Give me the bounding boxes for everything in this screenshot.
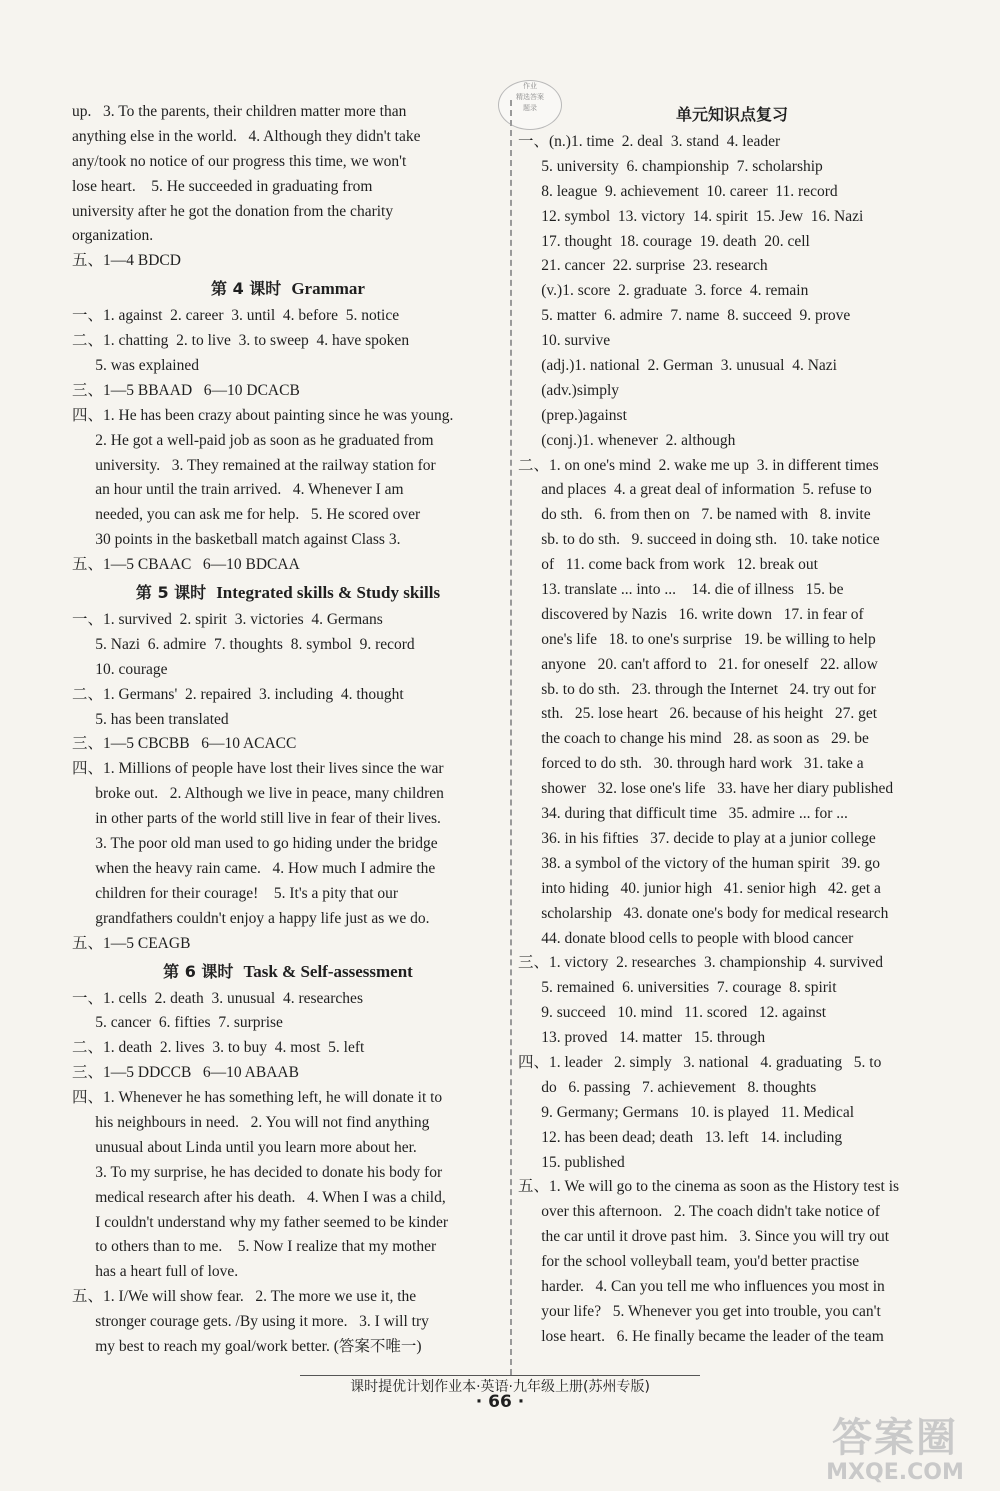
answer-line: 五、1—5 CEAGB: [72, 934, 191, 952]
answer-line: 30 points in the basketball match against Class 3.: [72, 531, 401, 549]
answer-line: discovered by Nazis 16. write down 17. in fear of: [518, 605, 864, 623]
answer-line: I couldn't understand why my father seemed to be kinder: [72, 1213, 448, 1231]
answer-line: sth. 25. lose heart 26. because of his height 27. get: [518, 705, 878, 723]
answer-line: 二、1. on one's mind 2. wake me up 3. in different times: [518, 456, 879, 474]
answer-line: his neighbours in need. 2. You will not find anything: [72, 1113, 430, 1131]
answer-line: 21. cancer 22. surprise 23. research: [518, 257, 768, 275]
answer-line: 13. proved 14. matter 15. through: [518, 1029, 766, 1047]
stamp-line: 作业: [523, 82, 537, 90]
answer-line: into hiding 40. junior high 41. senior high 42. get a: [518, 879, 881, 897]
answer-line: 8. league 9. achievement 10. career 11. record: [518, 182, 838, 200]
answer-line: shower 32. lose one's life 33. have her diary published: [518, 780, 894, 798]
answer-line: 四、1. He has been crazy about painting since he was young.: [72, 406, 454, 424]
answer-line: forced to do sth. 30. through hard work 31. take a: [518, 755, 864, 773]
answer-line: 9. succeed 10. mind 11. scored 12. against: [518, 1004, 827, 1022]
answer-line: do sth. 6. from then on 7. be named with 8. invite: [518, 506, 871, 524]
answer-line: anything else in the world. 4. Although they didn't take: [72, 127, 421, 145]
answer-line: lose heart. 6. He finally became the leader of the team: [518, 1327, 884, 1345]
answer-line: needed, you can ask me for help. 5. He scored over: [72, 506, 421, 524]
watermark-url: MXQE.COM: [826, 1460, 964, 1485]
answer-line: 四、1. Whenever he has something left, he will donate it to: [72, 1089, 443, 1107]
answer-line: to others than to me. 5. Now I realize that my mother: [72, 1238, 437, 1256]
answer-line: has a heart full of love.: [72, 1263, 239, 1281]
answer-line: children for their courage! 5. It's a pity that our: [72, 884, 399, 902]
answer-line: 5. Nazi 6. admire 7. thoughts 8. symbol 9. record: [72, 635, 415, 653]
lesson-number: 第 6 课时: [163, 961, 234, 981]
lesson-heading: [72, 274, 504, 304]
answer-line: university. 3. They remained at the railway station for: [72, 456, 436, 474]
page-number: · 66 ·: [475, 1392, 525, 1412]
left-column: [72, 100, 504, 1360]
lesson-heading: [72, 578, 504, 608]
lesson-number: 单元知识点复习: [675, 105, 788, 124]
answer-line: anyone 20. can't afford to 21. for oneself 22. allow: [518, 655, 878, 673]
answer-line: 5. has been translated: [72, 710, 229, 728]
answer-line: 12. symbol 13. victory 14. spirit 15. Jew 16. Nazi: [518, 207, 864, 225]
watermark-text: 答案圈: [832, 1415, 958, 1461]
answer-line: 13. translate ... into ... 14. die of illness 15. be: [518, 581, 844, 599]
answer-line: 10. survive: [518, 332, 611, 350]
lesson-title: Task & Self-assessment: [243, 961, 413, 981]
right-column: [518, 100, 946, 1350]
answer-line: 10. courage: [72, 660, 168, 678]
lesson-number: 第 4 课时: [211, 279, 282, 299]
answer-line: harder. 4. Can you tell me who influences you most in: [518, 1277, 885, 1295]
answer-line: 3. To my surprise, he has decided to donate his body for: [72, 1163, 443, 1181]
answer-line: one's life 18. to one's surprise 19. be willing to help: [518, 630, 876, 648]
answer-line: 5. remained 6. universities 7. courage 8. spirit: [518, 979, 837, 997]
answer-line: 5. was explained: [72, 357, 199, 375]
answer-line: any/took no notice of our progress this time, we won't: [72, 152, 407, 170]
answer-line: grandfathers couldn't enjoy a happy life just as we do.: [72, 909, 430, 927]
stamp-line: 题录: [523, 104, 537, 112]
answer-line: (v.)1. score 2. graduate 3. force 4. remain: [518, 282, 809, 300]
answer-line: 一、(n.)1. time 2. deal 3. stand 4. leader: [518, 133, 781, 150]
answer-line: 2. He got a well-paid job as soon as he graduated from: [72, 431, 434, 449]
answer-line: 五、1. We will go to the cinema as soon as the History test is: [518, 1178, 900, 1196]
answer-line: an hour until the train arrived. 4. Whenever I am: [72, 481, 404, 499]
answer-line: 二、1. death 2. lives 3. to buy 4. most 5. left: [72, 1039, 365, 1057]
answer-line: over this afternoon. 2. The coach didn't take notice of: [518, 1203, 880, 1221]
answer-line: stronger courage gets. /By using it more. 3. I will try: [72, 1313, 429, 1331]
answer-line: 9. Germany; Germans 10. is played 11. Medical: [518, 1103, 855, 1121]
answer-line: medical research after his death. 4. When I was a child,: [72, 1188, 446, 1206]
answer-line: (conj.)1. whenever 2. although: [518, 431, 736, 449]
answer-line: (adv.)simply: [518, 381, 620, 399]
answer-line: 四、1. leader 2. simply 3. national 4. graduating 5. to: [518, 1053, 882, 1071]
watermark-logo: [800, 1415, 990, 1485]
answer-line: organization.: [72, 227, 154, 245]
answer-line: 三、1—5 CBCBB 6—10 ACACC: [72, 735, 297, 753]
answer-line: sb. to do sth. 23. through the Internet 24. try out for: [518, 680, 876, 698]
answer-line: for the school volleyball team, you'd better practise: [518, 1253, 860, 1271]
answer-line: 34. during that difficult time 35. admire ... for ...: [518, 805, 848, 823]
answer-line: when the heavy rain came. 4. How much I admire the: [72, 859, 436, 877]
answer-line: 5. university 6. championship 7. scholarship: [518, 157, 823, 175]
answer-line: lose heart. 5. He succeeded in graduating from: [72, 177, 373, 195]
stamp-line: 精选答案: [516, 93, 544, 101]
lesson-number: 第 5 课时: [135, 583, 207, 603]
lesson-title: Grammar: [291, 279, 365, 299]
answer-line: 5. cancer 6. fifties 7. surprise: [72, 1014, 283, 1032]
answer-line: 五、1—4 BDCD: [72, 252, 181, 270]
lesson-heading: [72, 957, 504, 987]
answer-line: and places 4. a great deal of information 5. refuse to: [518, 481, 872, 499]
answer-line: 二、1. Germans' 2. repaired 3. including 4. thought: [72, 685, 404, 703]
answer-line: 15. published: [518, 1153, 625, 1171]
answer-line: 一、1. cells 2. death 3. unusual 4. researches: [72, 989, 363, 1007]
answer-line: your life? 5. Whenever you get into trouble, you can't: [518, 1302, 881, 1320]
answer-line: sb. to do sth. 9. succeed in doing sth. 10. take notice: [518, 531, 880, 549]
answer-line: 五、1. I/We will show fear. 2. The more we use it, the: [72, 1288, 417, 1306]
answer-line: 38. a symbol of the victory of the human spirit 39. go: [518, 854, 881, 872]
answer-line: my best to reach my goal/work better. (答案不唯一): [72, 1337, 422, 1355]
answer-line: do 6. passing 7. achievement 8. thoughts: [518, 1078, 817, 1096]
answer-line: 一、1. against 2. career 3. until 4. before 5. notice: [72, 307, 400, 325]
answer-line: (prep.)against: [518, 406, 627, 424]
answer-line: 二、1. chatting 2. to live 3. to sweep 4. have spoken: [72, 332, 410, 350]
answer-line: in other parts of the world still live in fear of their lives.: [72, 810, 441, 828]
answer-line: of 11. come back from work 12. break out: [518, 556, 818, 574]
answer-line: (adj.)1. national 2. German 3. unusual 4. Nazi: [518, 357, 837, 375]
answer-line: the car until it drove past him. 3. Since you will try out: [518, 1228, 890, 1246]
answer-line: 17. thought 18. courage 19. death 20. cell: [518, 232, 810, 250]
answer-line: 五、1—5 CBAAC 6—10 BDCAA: [72, 556, 300, 574]
answer-line: 三、1—5 DDCCB 6—10 ABAAB: [72, 1064, 299, 1082]
answer-line: 三、1. victory 2. researches 3. championship 4. survived: [518, 954, 884, 972]
answer-line: 12. has been dead; death 13. left 14. including: [518, 1128, 843, 1146]
answer-line: 一、1. survived 2. spirit 3. victories 4. Germans: [72, 611, 383, 629]
answer-line: university after he got the donation from the charity: [72, 202, 394, 220]
answer-line: 44. donate blood cells to people with blood cancer: [518, 929, 854, 947]
answer-line: broke out. 2. Although we live in peace, many children: [72, 785, 444, 803]
answer-line: up. 3. To the parents, their children matter more than: [72, 103, 407, 120]
column-divider: [510, 100, 512, 1375]
answer-line: 5. matter 6. admire 7. name 8. succeed 9. prove: [518, 307, 851, 325]
answer-line: 36. in his fifties 37. decide to play at a junior college: [518, 829, 876, 847]
answer-line: scholarship 43. donate one's body for medical research: [518, 904, 889, 922]
answer-line: 四、1. Millions of people have lost their lives since the war: [72, 760, 444, 778]
answer-line: 3. The poor old man used to go hiding under the bridge: [72, 835, 438, 853]
lesson-heading: [518, 100, 946, 130]
answer-line: the coach to change his mind 28. as soon as 29. be: [518, 730, 869, 748]
book-title: 课时提优计划作业本·英语·九年级上册(苏州专版): [350, 1379, 650, 1395]
answer-line: 三、1—5 BBAAD 6—10 DCACB: [72, 381, 300, 399]
answer-line: unusual about Linda until you learn more about her.: [72, 1138, 417, 1156]
lesson-title: Integrated skills & Study skills: [216, 583, 441, 603]
